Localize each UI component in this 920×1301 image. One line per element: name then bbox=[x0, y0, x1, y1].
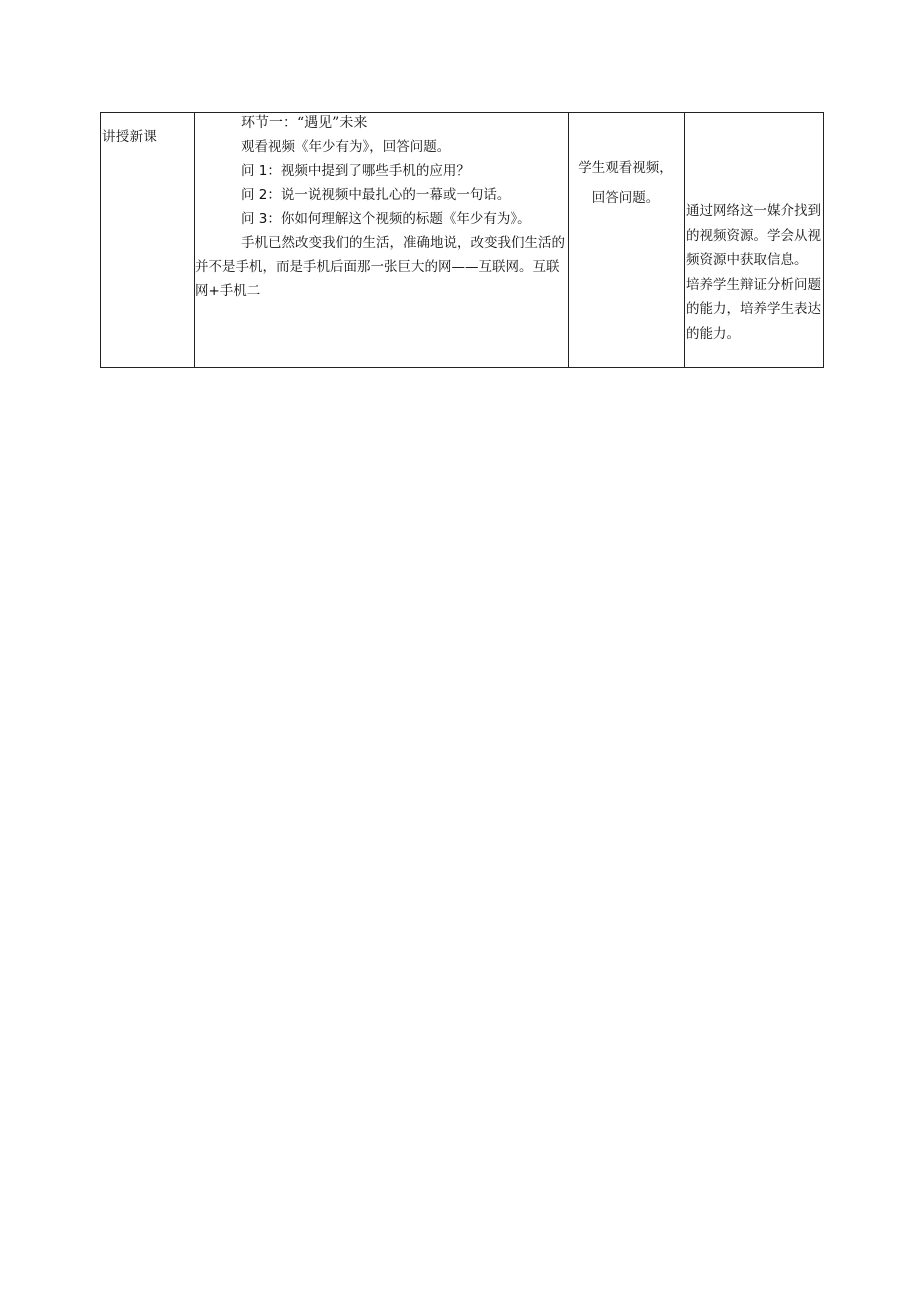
stage-cell bbox=[101, 113, 195, 368]
lesson-plan-table bbox=[100, 112, 824, 368]
teacher-activity-cell bbox=[195, 113, 569, 368]
question-2: 问 2：说一说视频中最扎心的一幕或一句话。 bbox=[241, 187, 511, 203]
design-intent-cell bbox=[685, 113, 824, 368]
design-intent-paragraph-2: 培养学生辩证分析问题的能力，培养学生表达的能力。 bbox=[686, 276, 821, 342]
table-row bbox=[101, 113, 824, 368]
student-activity-line-2: 回答问题。 bbox=[591, 190, 660, 206]
summary-paragraph: 手机已然改变我们的生活，准确地说，改变我们生活的并不是手机，而是手机后面那一张巨大的网——互联网。互联网+手机二 bbox=[195, 235, 565, 299]
question-3: 问 3：你如何理解这个视频的标题《年少有为》。 bbox=[241, 211, 531, 227]
student-activity-line-1: 学生观看视频， bbox=[578, 160, 673, 176]
question-1: 问 1：视频中提到了哪些手机的应用？ bbox=[241, 163, 470, 179]
design-intent-paragraph-1: 通过网络这一媒介找到的视频资源。学会从视频资源中获取信息。 bbox=[686, 203, 821, 268]
section-title: 环节一：“遇见”未来 bbox=[241, 115, 368, 131]
student-activity-cell bbox=[569, 113, 685, 368]
stage-label: 讲授新课 bbox=[102, 129, 158, 145]
video-instruction: 观看视频《年少有为》，回答问题。 bbox=[241, 139, 451, 155]
